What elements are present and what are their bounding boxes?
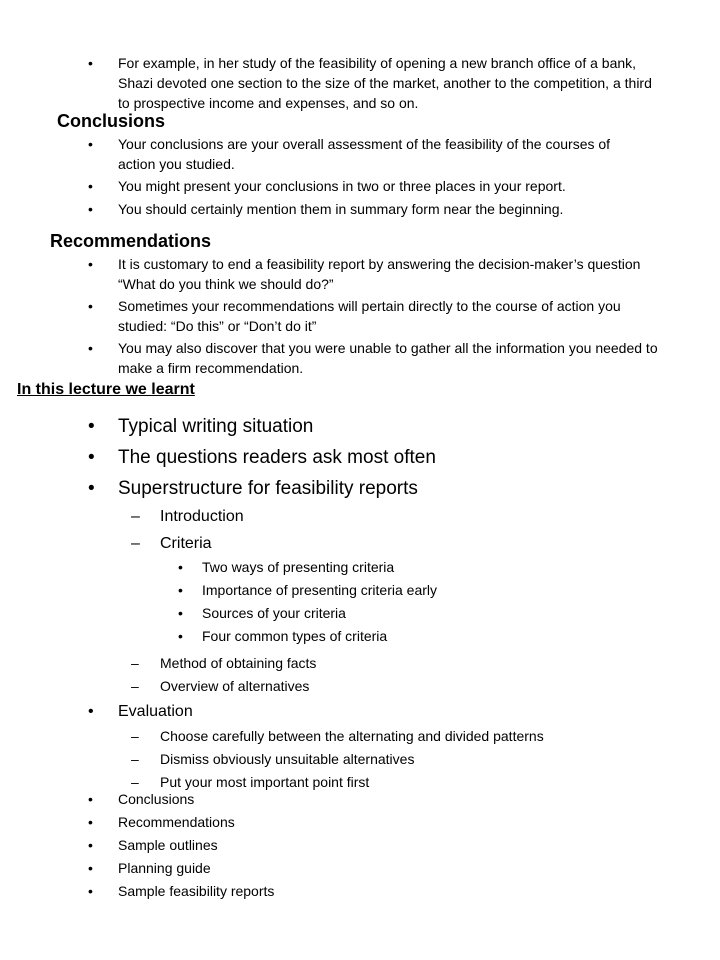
- bullet-dot: •: [88, 883, 93, 899]
- recommendations-item-1: It is customary to end a feasibility report by answering the decision-maker’s question “What do you think we should do?”: [118, 256, 641, 292]
- conclusions-heading: Conclusions: [57, 111, 166, 131]
- bullet-dot: •: [88, 860, 93, 876]
- bullet-dot: •: [88, 298, 93, 314]
- recommendations-item-2: Sometimes your recommendations will pertain directly to the course of action you studied: “Do this” or “Don’t do it”: [118, 298, 621, 334]
- final-item-sample-outlines: Sample outlines: [118, 837, 218, 853]
- structure-item-overview: Overview of alternatives: [160, 678, 310, 694]
- bullet-dot: •: [178, 605, 183, 621]
- bullet-dot: •: [88, 478, 95, 499]
- final-item-conclusions: Conclusions: [118, 791, 195, 807]
- dash-marker: –: [131, 535, 140, 552]
- bullet-dot: •: [88, 447, 95, 468]
- dash-marker: –: [131, 678, 139, 694]
- structure-item-method: Method of obtaining facts: [160, 655, 317, 671]
- bullet-dot: •: [88, 791, 93, 807]
- criteria-item-1: Two ways of presenting criteria: [202, 559, 395, 575]
- conclusions-item-2: You might present your conclusions in two or three places in your report.: [118, 178, 566, 194]
- bullet-dot: •: [178, 628, 183, 644]
- bullet-dot: •: [88, 201, 93, 217]
- intro-bullet-text: For example, in her study of the feasibility of opening a new branch office of a bank, Shazi devoted one section to the size of the market, another to the competition, a third to prospective income and expenses, and so on.: [118, 55, 652, 111]
- dash-marker: –: [131, 655, 139, 671]
- bullet-dot: •: [88, 416, 95, 437]
- bullet-dot: •: [88, 837, 93, 853]
- lecture-main-item-2: The questions readers ask most often: [118, 447, 436, 468]
- conclusions-item-3: You should certainly mention them in summary form near the beginning.: [118, 201, 564, 217]
- bullet-dot: •: [88, 55, 93, 71]
- lecture-main-item-3: Superstructure for feasibility reports: [118, 478, 418, 499]
- evaluation-item-2: Dismiss obviously unsuitable alternatives: [160, 751, 415, 767]
- dash-marker: –: [131, 774, 139, 790]
- dash-marker: –: [131, 728, 139, 744]
- lecture-main-item-1: Typical writing situation: [118, 416, 314, 437]
- bullet-dot: •: [88, 814, 93, 830]
- structure-item-introduction: Introduction: [160, 508, 244, 525]
- bullet-dot: •: [88, 178, 93, 194]
- dash-marker: –: [131, 508, 140, 525]
- bullet-dot: •: [88, 256, 93, 272]
- bullet-dot: •: [88, 703, 94, 720]
- conclusions-item-1: Your conclusions are your overall assessment of the feasibility of the courses of action you studied.: [118, 136, 611, 172]
- recommendations-item-3: You may also discover that you were unable to gather all the information you needed to make a firm recommendation.: [118, 340, 658, 376]
- final-item-recommendations: Recommendations: [118, 814, 235, 830]
- bullet-dot: •: [88, 136, 93, 152]
- lecture-heading: In this lecture we learnt: [17, 381, 195, 398]
- criteria-item-4: Four common types of criteria: [202, 628, 388, 644]
- evaluation-item-1: Choose carefully between the alternating and divided patterns: [160, 728, 544, 744]
- evaluation-item: Evaluation: [118, 703, 193, 720]
- bullet-dot: •: [178, 582, 183, 598]
- recommendations-heading: Recommendations: [50, 231, 212, 251]
- structure-item-criteria: Criteria: [160, 535, 212, 552]
- bullet-dot: •: [88, 340, 93, 356]
- criteria-item-2: Importance of presenting criteria early: [202, 582, 437, 598]
- bullet-dot: •: [178, 559, 183, 575]
- dash-marker: –: [131, 751, 139, 767]
- criteria-item-3: Sources of your criteria: [202, 605, 346, 621]
- evaluation-item-3: Put your most important point first: [160, 774, 370, 790]
- final-item-sample-reports: Sample feasibility reports: [118, 883, 275, 899]
- final-item-planning-guide: Planning guide: [118, 860, 211, 876]
